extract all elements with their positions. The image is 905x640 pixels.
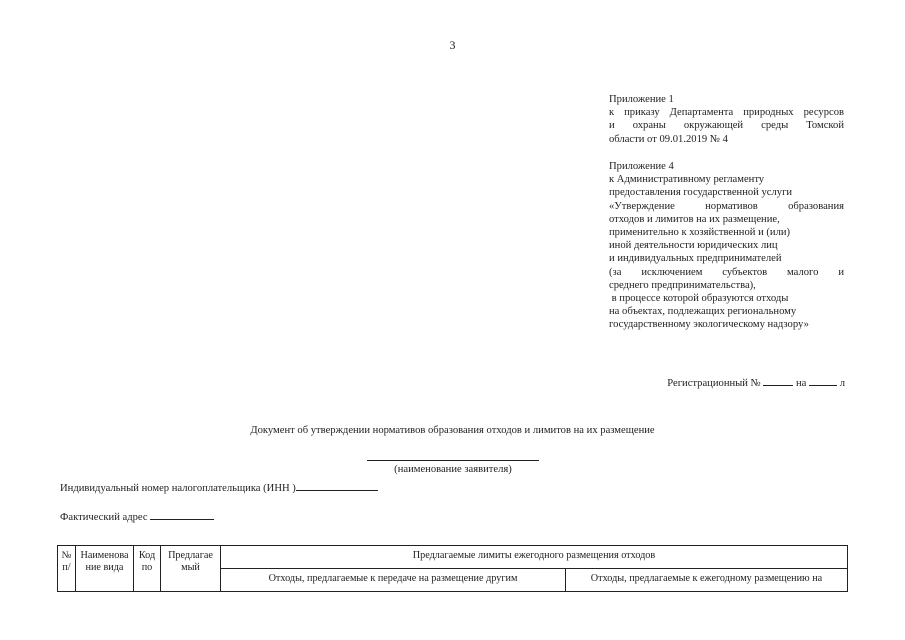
page-number: 3 bbox=[449, 38, 456, 52]
appendix-4-line: среднего предпринимательства), bbox=[609, 279, 756, 291]
appendix-4-line: в процессе которой образуются отходы bbox=[609, 293, 789, 305]
registration-label: Регистрационный № bbox=[667, 378, 761, 389]
appendix-1-line: области от 09.01.2019 № 4 bbox=[609, 133, 728, 145]
col-waste-name-header: Наименова ние вида bbox=[76, 546, 134, 592]
applicant-name-blank[interactable] bbox=[367, 460, 539, 461]
appendix-4-line: «Утверждение нормативов образования bbox=[609, 200, 844, 212]
appendix-4-heading: Приложение 4 bbox=[609, 161, 674, 172]
registration-line bbox=[667, 375, 845, 389]
appendix-4-block bbox=[609, 160, 844, 332]
appendix-1-line: и охраны окружающей среды Томской bbox=[609, 120, 844, 132]
appendix-1-block bbox=[609, 93, 844, 146]
address-blank[interactable] bbox=[150, 509, 214, 520]
appendix-4-line: применительно к хозяйственной и (или) bbox=[609, 227, 791, 239]
appendix-1-heading: Приложение 1 bbox=[609, 94, 674, 105]
col-limits-header: Предлагаемые лимиты ежегодного размещения отходов bbox=[221, 546, 848, 569]
appendix-4-line: отходов и лимитов на их размещение, bbox=[609, 213, 780, 225]
registration-sheets-label: л bbox=[839, 378, 845, 389]
document-title: Документ об утверждении нормативов образования отходов и лимитов на их размещение bbox=[250, 425, 655, 436]
inn-label: Индивидуальный номер налогоплательщика (ИНН ) bbox=[60, 483, 296, 494]
col-transfer-subheader: Отходы, предлагаемые к передаче на размещение другим bbox=[221, 569, 566, 592]
col-annual-subheader: Отходы, предлагаемые к ежегодному размещению на bbox=[566, 569, 848, 592]
col-proposed-header: Предлагае мый bbox=[161, 546, 221, 592]
applicant-caption: (наименование заявителя) bbox=[394, 464, 512, 475]
appendix-4-line: к Административному регламенту bbox=[609, 174, 765, 186]
col-number-header: № п/ bbox=[58, 546, 76, 592]
appendix-4-line: на объектах, подлежащих региональному bbox=[609, 306, 797, 318]
appendix-4-line: (за исключением субъектов малого и bbox=[609, 266, 844, 278]
appendix-4-line: и индивидуальных предпринимателей bbox=[609, 253, 782, 265]
address-line bbox=[60, 509, 214, 523]
appendix-4-line: предоставления государственной услуги bbox=[609, 187, 793, 199]
registration-sheets-blank[interactable] bbox=[809, 375, 837, 386]
inn-blank[interactable] bbox=[296, 480, 378, 491]
registration-on-label: на bbox=[796, 378, 807, 389]
limits-table bbox=[57, 545, 848, 592]
registration-number-blank[interactable] bbox=[763, 375, 793, 386]
appendix-4-line: государственному экологическому надзору» bbox=[609, 319, 809, 331]
address-label: Фактический адрес bbox=[60, 512, 148, 523]
appendix-4-line: иной деятельности юридических лиц bbox=[609, 240, 778, 252]
inn-line bbox=[60, 480, 378, 494]
appendix-1-line: к приказу Департамента природных ресурсов bbox=[609, 107, 844, 119]
col-code-header: Код по bbox=[134, 546, 161, 592]
